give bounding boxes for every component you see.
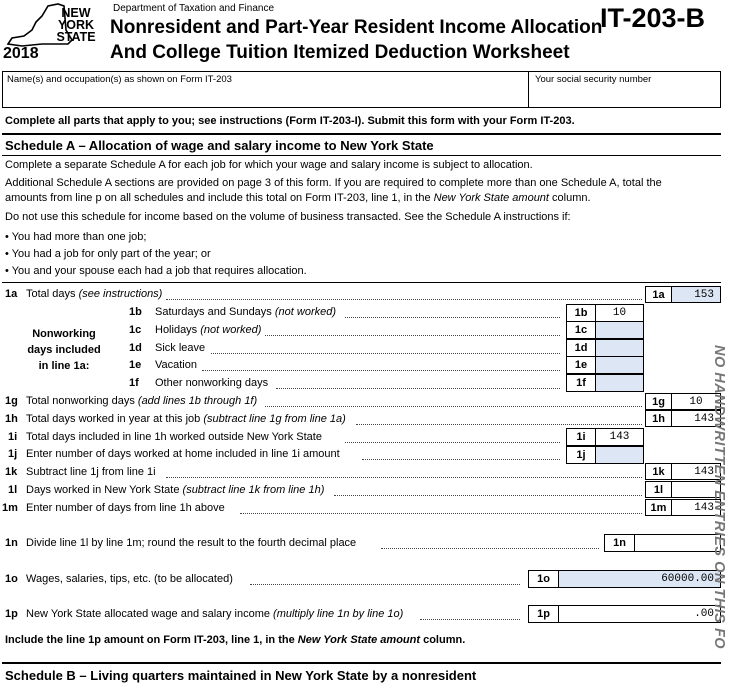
line-1f-input[interactable]: [595, 374, 644, 392]
line-1f-number: 1f: [129, 377, 139, 389]
line-1i-input[interactable]: 143: [595, 428, 644, 446]
bullet-item: • You had more than one job;: [5, 231, 147, 243]
line-1m-box: 1m: [645, 499, 672, 516]
line-1a-box: 1a: [645, 286, 672, 303]
line-1a-number: 1a: [5, 288, 18, 300]
line-1d-input[interactable]: [595, 339, 644, 357]
line-1l-number: 1l: [8, 484, 18, 496]
line-1o-input[interactable]: 60000.00: [558, 570, 721, 588]
leader-dots: [345, 317, 560, 318]
tax-year: 2018: [3, 45, 39, 62]
line-1d-number: 1d: [129, 342, 142, 354]
leader-dots: [334, 495, 642, 496]
line-1h-box: 1h: [645, 410, 672, 427]
leader-dots: [166, 477, 642, 478]
line-1d-label: Sick leave: [155, 342, 206, 354]
line-1o-label: Wages, salaries, tips, etc. (to be allocated): [26, 573, 233, 585]
line-1m-input[interactable]: 143: [671, 499, 721, 516]
bullet-item: • You and your spouse each had a job that requires allocation.: [5, 265, 307, 277]
nonworking-days-label: Nonworking days included in line 1a:: [27, 328, 101, 372]
ssn-field[interactable]: [528, 71, 721, 108]
line-1l-label: Days worked in New York State (subtract line 1k from line 1h): [26, 484, 325, 496]
leader-dots: [276, 388, 560, 389]
line-1g-box: 1g: [645, 393, 672, 410]
line-1k-label: Subtract line 1j from line 1i: [26, 466, 156, 478]
line-1f-label: Other nonworking days: [155, 377, 269, 389]
divider: [2, 662, 721, 664]
instructions-note: Complete all parts that apply to you; see instructions (Form IT-203-I). Submit this form with your Form IT-203.: [5, 115, 575, 127]
line-1c-input[interactable]: [595, 321, 644, 339]
divider: [2, 133, 721, 135]
line-1e-number: 1e: [129, 359, 142, 371]
line-1k-box: 1k: [645, 463, 672, 480]
line-1a-input[interactable]: 153: [671, 286, 721, 303]
leader-dots: [265, 406, 642, 407]
line-1g-number: 1g: [5, 395, 18, 407]
line-1c-label: Holidays (not worked): [155, 324, 262, 336]
line-1p-input[interactable]: .00: [558, 605, 721, 623]
line-1o-number: 1o: [5, 573, 18, 585]
name-occupation-label: Name(s) and occupation(s) as shown on Form IT-203: [7, 74, 232, 85]
line-1e-label: Vacation: [155, 359, 197, 371]
department-name: Department of Taxation and Finance: [113, 3, 275, 14]
line-1m-number: 1m: [2, 502, 18, 514]
nys-logo: [2, 0, 98, 64]
line-1p-label: New York State allocated wage and salary income (multiply line 1n by line 1o): [26, 608, 404, 620]
line-1i-number: 1i: [8, 431, 18, 443]
line-1b-input[interactable]: 10: [595, 304, 644, 322]
schedule-a-para2a: Additional Schedule A sections are provided on page 3 of this form. If you are required to complete more than one Schedule A, total the: [5, 177, 662, 189]
leader-dots: [362, 459, 560, 460]
form-number: IT-203-B: [600, 3, 706, 33]
leader-dots: [265, 335, 560, 336]
schedule-b-title: Schedule B – Living quarters maintained in New York State by a nonresident: [5, 668, 477, 683]
line-1n-label: Divide line 1l by line 1m; round the result to the fourth decimal place: [26, 537, 357, 549]
leader-dots: [166, 299, 642, 300]
leader-dots: [381, 548, 599, 549]
line-1j-input[interactable]: [595, 446, 644, 464]
leader-dots: [202, 370, 560, 371]
schedule-a-para1: Complete a separate Schedule A for each job for which your wage and salary income is subject to allocation.: [5, 159, 533, 171]
line-1h-input[interactable]: 143: [671, 410, 721, 427]
line-1d-box: 1d: [566, 339, 596, 357]
leader-dots: [345, 442, 560, 443]
line-1c-box: 1c: [566, 321, 596, 339]
line-1g-input[interactable]: 10: [671, 393, 721, 410]
line-1m-label: Enter number of days from line 1h above: [26, 502, 225, 514]
ssn-label: Your social security number: [535, 74, 652, 85]
line-1j-box: 1j: [566, 446, 596, 464]
schedule-a-para3: Do not use this schedule for income based on the volume of business transacted. See the Schedule A instructions if:: [5, 211, 571, 223]
line-1k-number: 1k: [5, 466, 18, 478]
schedule-a-title: Schedule A – Allocation of wage and salary income to New York State: [5, 138, 434, 153]
divider: [2, 155, 721, 156]
bullet-item: • You had a job for only part of the year; or: [5, 248, 211, 260]
line-1n-number: 1n: [5, 537, 18, 549]
line-1e-input[interactable]: [595, 356, 644, 374]
line-1p-number: 1p: [5, 608, 18, 620]
line-1b-number: 1b: [129, 306, 142, 318]
divider: [2, 282, 721, 283]
line-1n-input[interactable]: [634, 534, 721, 552]
line-1a-label: Total days (see instructions): [26, 288, 163, 300]
line-1j-number: 1j: [8, 448, 18, 460]
line-1b-label: Saturdays and Sundays (not worked): [155, 306, 337, 318]
line-1c-number: 1c: [129, 324, 142, 336]
line-1g-label: Total nonworking days (add lines 1b through 1f): [26, 395, 258, 407]
line-1h-label: Total days worked in year at this job (subtract line 1g from line 1a): [26, 413, 346, 425]
line-1i-label: Total days included in line 1h worked outside New York State: [26, 431, 322, 443]
leader-dots: [250, 584, 520, 585]
line-1k-input[interactable]: 143: [671, 463, 721, 480]
line-1p-box: 1p: [528, 605, 559, 623]
line-1j-label: Enter number of days worked at home included in line 1i amount: [26, 448, 340, 460]
line-1h-number: 1h: [5, 413, 18, 425]
line-1f-box: 1f: [566, 374, 596, 392]
leader-dots: [240, 513, 642, 514]
line-1i-box: 1i: [566, 428, 596, 446]
schedule-a-para2b: amounts from line p on all schedules and include this total on Form IT-203, line 1, in the New York State amount column.: [5, 192, 591, 204]
line-1n-box: 1n: [604, 534, 635, 552]
leader-dots: [211, 353, 560, 354]
leader-dots: [420, 619, 520, 620]
side-note: NO HANDWRITTEN ENTRIES ON THIS FO: [711, 345, 727, 650]
leader-dots: [356, 424, 642, 425]
line-1l-box: 1l: [645, 481, 672, 498]
line-1o-box: 1o: [528, 570, 559, 588]
line-1b-box: 1b: [566, 304, 596, 322]
logo-text: NEW YORK STATE: [56, 6, 96, 44]
form-title: Nonresident and Part-Year Resident Income Allocation And College Tuition Itemized Deduction Worksheet: [110, 17, 603, 63]
line-1e-box: 1e: [566, 356, 596, 374]
schedule-a-footer-note: Include the line 1p amount on Form IT-203, line 1, in the New York State amount column.: [5, 634, 466, 646]
page-margin: [745, 0, 753, 689]
name-occupation-field[interactable]: [2, 71, 529, 108]
